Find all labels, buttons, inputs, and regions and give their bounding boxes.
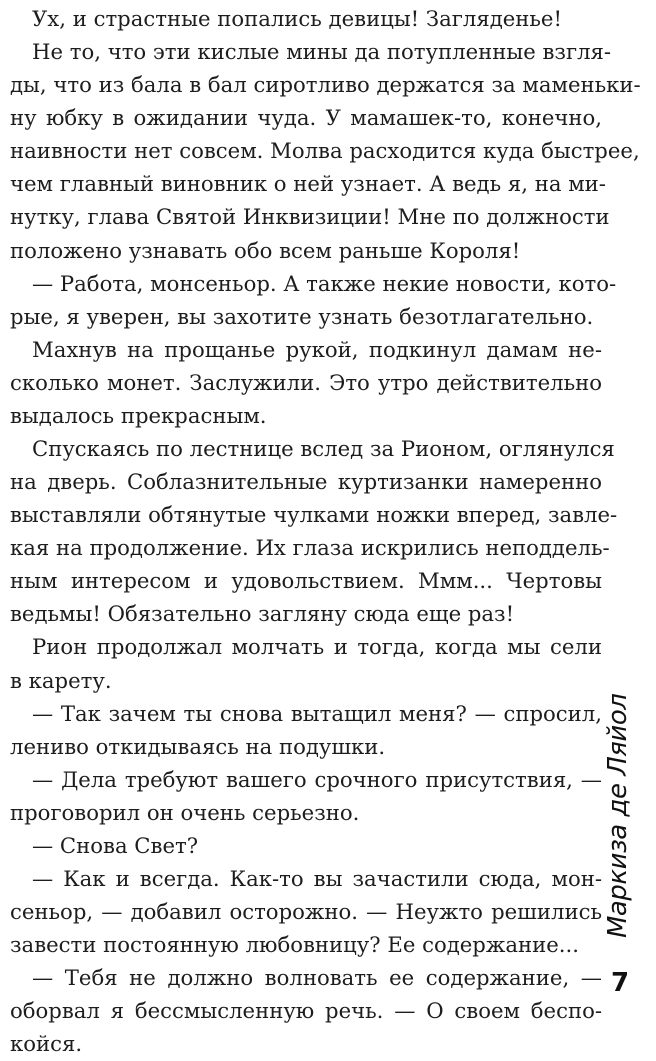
text-line: выдалось прекрасным. [10,402,267,428]
page-number: 7 [610,968,630,998]
text-line: — Снова Свет? [32,832,199,858]
text-line: в карету. [10,667,112,693]
text-line: на дверь. Соблазнительные куртизанки намеренно [10,469,602,495]
text-line: ну юбку в ожидании чуда. У мамашек-то, конечно, [10,105,602,131]
text-line: койся. [10,1031,83,1057]
text-line: — Тебя не должно волновать ее содержание, — [32,965,602,991]
text-line: ведьмы! Обязательно загляну сюда еще раз! [10,601,515,627]
text-line: Не то, что эти кислые мины да потупленные взгля- [32,39,612,65]
text-line: сеньор, — добавил осторожно. — Неужто решились [10,899,602,925]
text-line: завести постоянную любовницу? Ее содержание... [10,932,579,958]
text-line: — Как и всегда. Как-то вы зачастили сюда, мон- [32,866,602,892]
text-line: проговорил он очень серьезно. [10,799,360,825]
text-line: ды, что из бала в бал сиротливо держатся за маменьки- [10,72,641,98]
text-line: — Так зачем ты снова вытащил меня? — спросил, [32,700,602,726]
text-line: наивности нет совсем. Молва расходится куда быстрее, [10,138,640,164]
text-line: Спускаясь по лестнице вслед за Рионом, оглянулся [32,436,615,462]
text-line: Махнув на прощанье рукой, подкинул дамам не- [32,336,602,362]
text-line: — Работа, монсеньор. А также некие новости, кото- [32,270,617,296]
text-line: лениво откидываясь на подушки. [10,733,386,759]
text-line: сколько монет. Заслужили. Это утро действительно [10,369,602,395]
text-line: выставляли обтянутые чулками ножки вперед, завле- [10,502,618,528]
text-line: оборвал я бессмысленную речь. — О своем беспо- [10,998,602,1024]
text-line: рые, я уверен, вы захотите узнать безотлагательно. [10,303,594,329]
text-line: кая на продолжение. Их глаза искрились неподдель- [10,535,610,561]
text-line: Рион продолжал молчать и тогда, когда мы сели [32,634,602,660]
text-line: — Дела требуют вашего срочного присутствия, — [32,766,602,792]
text-line: Ух, и страстные попались девицы! Загляденье! [32,6,562,31]
text-line: положено узнавать обо всем раньше Короля! [10,237,521,263]
running-title: Маркиза де Ляйол [603,693,633,938]
text-line: ным интересом и удовольствием. Ммм... Чертовы [10,568,602,594]
text-line: нутку, глава Святой Инквизиции! Мне по должности [10,204,610,230]
text-line: чем главный виновник о ней узнает. А ведь я, на ми- [10,171,606,197]
